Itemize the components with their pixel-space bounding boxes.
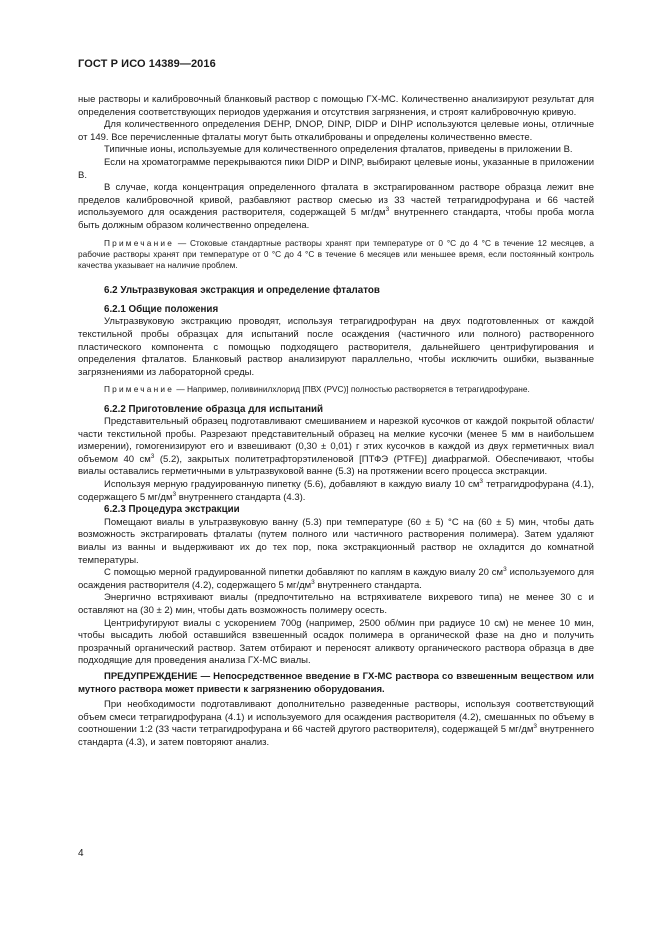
- paragraph: Представительный образец подготавливают смешиванием и нарезкой кусочков от каждой покрытой области/части текстильной пробы. Разрезают представительный образец на мелкие кусочки (менее 5 мм в наибольшем измерении), гомогенизируют его и взвешивают (0,30 ± 0,01) г этих кусочков в каждой из двух герметичных виал объемом 40 $см^3$ (5.2), закрытых политетрафторэтиленовой [ПТФЭ (PTFE)] диафрагмой. Обеспечивают, чтобы виалы оставались герметичными в ультразвуковой ванне (5.3) на протяжении всего процесса экстракции.: [78, 416, 594, 478]
- subsection-title: 6.2.3 Процедура экстракции: [104, 504, 240, 516]
- subsection-title: 6.2.2 Приготовление образца для испытаний: [104, 403, 324, 415]
- paragraph: Центрифугируют виалы с ускорением 700g (например, 2500 об/мин при радиусе 10 см) не менее 10 мин, чтобы высадить любой оставшийся взвешенный осадок полимера в органической фазе на дно и получить прозрачный органический раствор. Затем отбирают и переносят аликвоту органического раствора образца в две подходящие для проведения анализа ГХ-МС виалы.: [78, 617, 594, 667]
- warning: ПРЕДУПРЕЖДЕНИЕ — Непосредственное введение в ГХ-МС раствора со взвешенным веществом или мутного раствора может привести к загрязнению оборудования.: [78, 670, 594, 695]
- paragraph: ные растворы и калибровочный бланковый раствор с помощью ГХ-МС. Количественно анализируют результат для определения соответствующих периодов удержания и отсутствия загрязнения, и строят калибровочную кривую.: [78, 94, 594, 118]
- paragraph: С помощью мерной градуированной пипетки добавляют по каплям в каждую виалу 20 $см^3$ используемого для осаждения растворителя (4.2), содержащего 5 $мг/дм^3$ внутреннего стандарта.: [78, 566, 594, 591]
- paragraph: Используя мерную градуированную пипетку (5.6), добавляют в каждую виалу 10 $см^3$ тетрагидрофурана (4.1), содержащего 5 $мг/дм^3$ внутреннего стандарта (4.3).: [78, 477, 594, 503]
- paragraph: Типичные ионы, используемые для количественного определения фталатов, приведены в приложении В.: [104, 144, 573, 156]
- document-body: [78, 94, 594, 750]
- subsection-title: 6.2.1 Общие положения: [104, 303, 219, 315]
- document-header: ГОСТ Р ИСО 14389—2016: [78, 58, 216, 70]
- paragraph: При необходимости подготавливают дополнительно разведенные растворы, используя соответствующий объем смеси тетрагидрофурана (4.1) и используемого для осаждения растворителя (4.2), смешанных по объему в соотношении 1:2 (33 части тетрагидрофурана и 66 частей другого растворителя), содержащей 5 $мг/дм^3$ внутреннего стандарта (4.3), и затем повторяют анализ.: [78, 699, 594, 748]
- paragraph: Для количественного определения DEHP, DNOP, DINP, DIDP и DIHP используются целевые ионы, отличные от 149. Все перечисленные фталаты могут быть откалиброваны и определены количественно вместе.: [78, 119, 594, 143]
- paragraph: Если на хроматограмме перекрываются пики DIDP и DINP, выбирают целевые ионы, указанные в приложении В.: [78, 156, 594, 181]
- note-label: Примечание: [104, 237, 175, 248]
- section-title: 6.2 Ультразвуковая экстракция и определение фталатов: [104, 285, 380, 297]
- note-label: Примечание: [104, 384, 175, 395]
- paragraph: Помещают виалы в ультразвуковую ванну (5.3) при температуре (60 ± 5) °С на (60 ± 5) мин, чтобы дать возможность экстрагировать фталаты (путем полного или частичного растворения полимера). Затем удаляют виалы из ванны и выдерживают их до тех пор, пока экстракционный раствор не охладится до комнатной температуры.: [78, 516, 594, 566]
- paragraph: Энергично встряхивают виалы (предпочтительно на встряхивателе вихревого типа) не менее 30 с и оставляют на (30 ± 2) мин, чтобы дать возможность полимеру осесть.: [78, 592, 594, 616]
- page-number: 4: [78, 848, 84, 859]
- paragraph: Ультразвуковую экстракцию проводят, используя тетрагидрофуран на двух подготовленных от каждой текстильной пробы образцах для испытаний после осаждения (частичного или полного) растворенного пластического компонента с помощью подходящего растворителя, дальнейшего центрифугирования и определения фталатов. Бланковый раствор анализируют параллельно, чтобы исключить ошибки, вызванные загрязнениями из лабораторной среды.: [78, 316, 594, 378]
- paragraph: В случае, когда концентрация определенного фталата в экстрагированном растворе образца лежит вне пределов калибровочной кривой, разбавляют раствор смесью из 33 частей тетрагидрофурана и 66 частей используемого для осаждения растворителя, содержащей 5 $мг/дм^3$ внутреннего стандарта, чтобы проба могла быть должным образом количественно определена.: [78, 182, 595, 231]
- note: Примечание — Например, поливинилхлорид [ПВХ (PVC)] полностью растворяется в тетрагидрофуране.: [104, 384, 530, 395]
- note: Примечание — Стоковые стандартные растворы хранят при температуре от 0 °С до 4 °С в течение 12 месяцев, а рабочие растворы хранят при температуре от 0 °С до 4 °С в течение 6 месяцев или меньшее время, если постоянный контроль качества указывает на наличие проблем.: [78, 237, 594, 270]
